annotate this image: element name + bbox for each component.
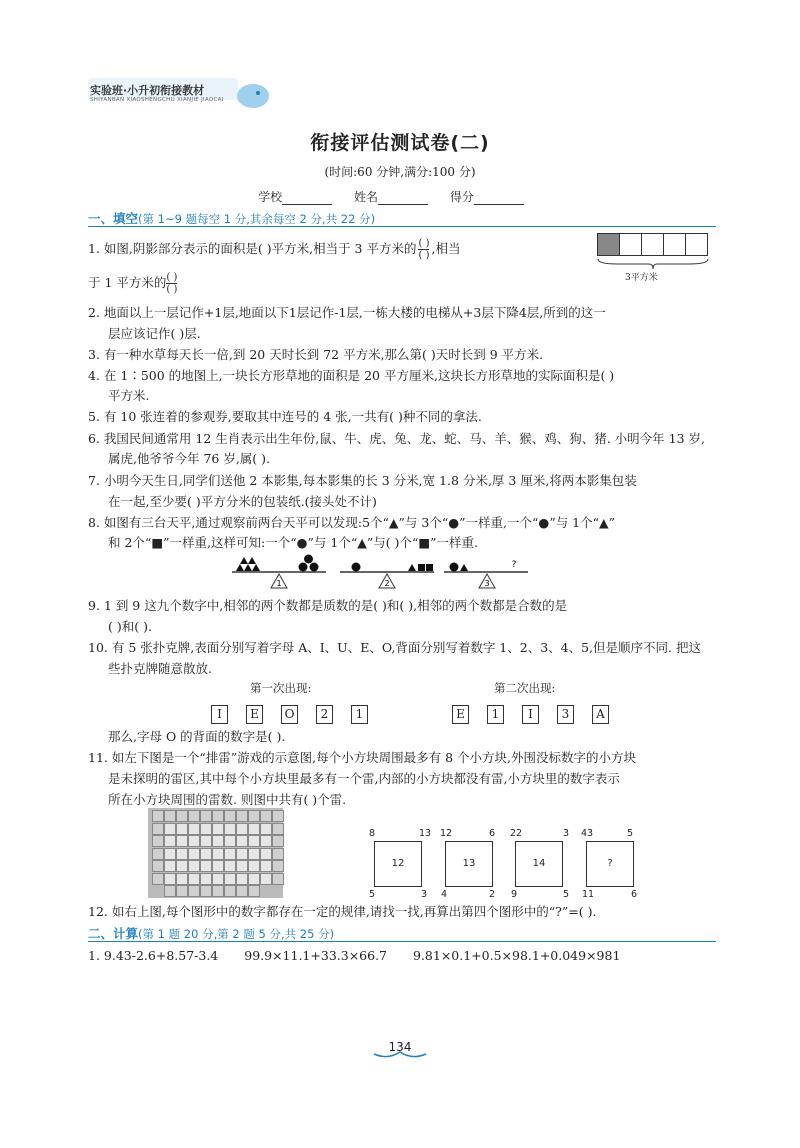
mine-grid-cell: [260, 848, 272, 860]
mine-grid-cell: [164, 835, 176, 847]
mine-grid-cell: [260, 810, 272, 822]
question-6-line-1: 6. 我国民间通常用 12 生肖表示出生年份,鼠、牛、虎、兔、龙、蛇、马、羊、猴、鸡、狗、猪. 小明今年 13 岁,: [88, 431, 706, 446]
q10-second-cards: [452, 703, 627, 724]
mine-grid-cell: [164, 810, 176, 822]
mine-grid-cell: [164, 860, 176, 872]
mine-grid-cell: [164, 885, 176, 897]
q10-first-cards: [211, 703, 386, 724]
name-blank[interactable]: [378, 192, 428, 205]
question-11-line-1: 11. 如左下图是一个“排雷”游戏的示意图,每个小方块周围最多有 8 个小方块,外围没标数字的小方块: [88, 750, 636, 765]
mine-grid-cell: [224, 823, 236, 835]
question-10-question: 那么,字母 O 的背面的数字是( ).: [108, 729, 286, 744]
mine-grid-cell: [248, 848, 260, 860]
card: 1: [351, 705, 368, 724]
mine-grid-cell: [200, 835, 212, 847]
mine-grid-cell: [236, 835, 248, 847]
mine-grid-cell: [212, 848, 224, 860]
page-number: 134: [388, 1040, 412, 1054]
scale-2-label: 2: [384, 579, 390, 588]
mine-grid-cell: [212, 823, 224, 835]
mine-grid-cell: [176, 835, 188, 847]
mine-grid-cell: [212, 835, 224, 847]
mine-grid-cell: [272, 835, 284, 847]
card: 1: [487, 705, 504, 724]
card: O: [281, 705, 298, 724]
q1-frac2-den: ( ): [166, 284, 178, 295]
section-1-heading: [88, 209, 375, 227]
card: A: [592, 705, 609, 724]
question-5: 5. 有 10 张连着的参观券,要取其中连号的 4 张,一共有( )种不同的拿法.: [88, 409, 482, 424]
mine-grid-cell: [260, 835, 272, 847]
number-puzzle-figures: [365, 828, 655, 900]
puzzle-4-square: ?: [586, 841, 634, 887]
mine-grid-cell: [236, 823, 248, 835]
puzzle-1-bottom-right: 3: [421, 889, 428, 900]
mine-grid-cell: [224, 848, 236, 860]
empty-cell: [685, 233, 708, 256]
mine-grid-cell: [260, 860, 272, 872]
question-11-line-2: 是未探明的雷区,其中每个小方块里最多有一个雷,内部的小方块都没有雷,小方块里的数字表示: [108, 771, 620, 786]
question-9-line-2: ( )和( ).: [108, 619, 152, 634]
section-1-divider: [88, 226, 716, 227]
puzzle-3-square: 14: [515, 841, 563, 887]
empty-cell: [619, 233, 642, 256]
question-10-line-2: 些扑克牌随意散放.: [108, 661, 212, 676]
mine-grid-cell: [272, 848, 284, 860]
question-2-line-2: 层应该记作( )层.: [108, 326, 201, 341]
puzzle-1-square: 12: [374, 841, 422, 887]
mine-grid-cell: [188, 810, 200, 822]
mine-grid-cell: [188, 873, 200, 885]
q1-brace: [597, 258, 709, 270]
balance-scale-1: [232, 555, 326, 589]
q1-frac-den: ( ): [418, 250, 430, 261]
student-info-fields: [0, 188, 800, 205]
question-12: 12. 如右上图,每个图形中的数字都存在一定的规律,请找一找,再算出第四个图形中的“?”=( ).: [88, 904, 597, 919]
mine-grid-cell: [164, 873, 176, 885]
mine-grid-cell: [224, 885, 236, 897]
scale-1-label: 1: [276, 579, 282, 588]
question-7-line-1: 7. 小明今天生日,同学们送他 2 本影集,每本影集的长 3 分米,宽 1.8 分米,厚 3 厘米,将两本影集包装: [88, 473, 637, 488]
mine-grid-cell: [200, 848, 212, 860]
scale-3-label: 3: [484, 579, 490, 588]
mine-grid-cell: [152, 810, 164, 822]
section-1-note: (第 1~9 题每空 1 分,其余每空 2 分,共 22 分): [138, 212, 376, 226]
mine-grid-cell: [176, 810, 188, 822]
mine-grid-cell: [272, 873, 284, 885]
mine-grid-cell: [212, 873, 224, 885]
mine-grid-cell: [188, 885, 200, 897]
mine-grid-cell: [176, 848, 188, 860]
mine-grid-cell: [152, 823, 164, 835]
section-1-label: 一、填空: [88, 211, 139, 226]
question-2-line-1: 2. 地面以上一层记作+1层,地面以下1层记作-1层,一栋大楼的电梯从+3层下降4层,所到的这一: [88, 305, 606, 320]
section-2-note: (第 1 题 20 分,第 2 题 5 分,共 25 分): [138, 927, 335, 941]
puzzle-2-top-left: 12: [440, 828, 453, 839]
score-label: 得分: [449, 190, 474, 204]
mine-grid-cell: [176, 873, 188, 885]
card: 3: [557, 705, 574, 724]
score-blank[interactable]: [474, 192, 524, 205]
question-4-line-1: 4. 在 1∶500 的地图上,一块长方形草地的面积是 20 平方厘米,这块长方形草地的实际面积是( ): [88, 368, 615, 383]
card: E: [452, 705, 469, 724]
puzzle-4-bottom-right: 6: [631, 889, 638, 900]
puzzle-3-bottom-right: 5: [563, 889, 570, 900]
mine-grid-cell: [200, 873, 212, 885]
puzzle-3-top-right: 3: [563, 828, 570, 839]
puzzle-4-top-left: 43: [581, 828, 594, 839]
mine-grid-cell: [260, 873, 272, 885]
name-label: 姓名: [353, 190, 378, 204]
mine-grid-cell: [188, 835, 200, 847]
calculation-1: [88, 946, 698, 965]
puzzle-3-bottom-left: 9: [511, 889, 518, 900]
puzzle-4-bottom-left: 11: [582, 889, 595, 900]
mine-grid-cell: [176, 823, 188, 835]
mine-grid-cell: [236, 848, 248, 860]
mine-grid-cell: [272, 860, 284, 872]
page-title: 衔接评估测试卷(二): [310, 132, 490, 154]
question-9-line-1: 9. 1 到 9 这九个数字中,相邻的两个数都是质数的是( )和( ),相邻的两个数都是合数的是: [88, 598, 568, 613]
q1-tail: ,相当: [431, 241, 461, 256]
puzzle-1-top-left: 8: [369, 828, 376, 839]
mine-grid-cell: [152, 835, 164, 847]
mine-grid-cell: [188, 860, 200, 872]
puzzle-2-square: 13: [445, 841, 493, 887]
question-3: 3. 有一种水草每天长一倍,到 20 天时长到 72 平方米,那么第( )天时长到 9 平方米.: [88, 347, 544, 362]
mine-grid-cell: [164, 823, 176, 835]
question-8-line-1: 8. 如图有三台天平,通过观察前两台天平可以发现:5个“▲”与 3个“●”一样重,一个“●”与 1个“▲”: [88, 515, 616, 530]
mine-grid-cell: [200, 860, 212, 872]
mine-grid-cell: [176, 885, 188, 897]
q1-text: 1. 如图,阴影部分表示的面积是( )平方米,相当于 3 平方米的: [88, 241, 417, 256]
calc-expression-1: 9.43-2.6+8.57-3.4: [103, 948, 219, 963]
mine-grid-cell: [260, 823, 272, 835]
question-1-line-2: [88, 272, 698, 295]
mine-grid-cell: [224, 873, 236, 885]
q1-figure-label: 3平方米: [625, 273, 658, 283]
mine-grid-cell: [212, 885, 224, 897]
mine-grid-cell: [224, 835, 236, 847]
puzzle-2-bottom-left: 4: [441, 889, 448, 900]
puzzle-1-top-right: 13: [419, 828, 432, 839]
mine-grid-cell: [152, 860, 164, 872]
mine-grid-cell: [176, 860, 188, 872]
q1-fraction-1: [418, 238, 429, 261]
puzzle-2-top-right: 6: [489, 828, 496, 839]
mine-grid-cell: [248, 860, 260, 872]
mine-grid-cell: [236, 810, 248, 822]
mine-grid-cell: [152, 848, 164, 860]
mine-grid-cell: [152, 873, 164, 885]
card: I: [211, 705, 228, 724]
card: E: [246, 705, 263, 724]
mine-grid-cell: [200, 885, 212, 897]
q1-text-2: 于 1 平方米的: [88, 275, 167, 290]
mine-grid-cell: [212, 810, 224, 822]
puzzle-4-top-right: 5: [627, 828, 634, 839]
mine-grid-cell: [200, 810, 212, 822]
balance-scale-3: [444, 560, 528, 588]
mine-grid-cell: [248, 835, 260, 847]
section-2-label: 二、计算: [88, 926, 139, 941]
school-blank[interactable]: [282, 192, 332, 205]
mine-grid-cell: [164, 848, 176, 860]
question-6-line-2: 属虎,他爷爷今年 76 岁,属( ).: [108, 451, 270, 466]
mine-grid-cell: [236, 873, 248, 885]
question-11-line-3: 所在小方块周围的雷数. 则图中共有( )个雷.: [108, 792, 347, 807]
balance-scale-2: [340, 563, 434, 589]
question-10-line-1: 10. 有 5 张扑克牌,表面分别写着字母 A、I、U、E、O,背面分别写着数字 1、2、3、4、5,但是顺序不同. 把这: [88, 640, 701, 655]
mine-grid-cell: [224, 860, 236, 872]
section-2-divider: [88, 941, 716, 942]
shaded-cell: [597, 233, 620, 256]
mine-grid-cell: [236, 885, 248, 897]
mine-grid-cell: [200, 823, 212, 835]
puzzle-1-bottom-left: 5: [369, 889, 376, 900]
mine-grid-cell: [248, 873, 260, 885]
calc-prefix: 1.: [88, 948, 100, 963]
mine-grid-cell: [248, 823, 260, 835]
q1-frac-num: ( ): [418, 238, 430, 249]
q1-fraction-2: [166, 272, 177, 295]
calc-expression-3: 9.81×0.1+0.5×98.1+0.049×981: [412, 948, 621, 963]
page-subtitle: (时间:60 分钟,满分:100 分): [324, 165, 476, 179]
logo-subtitle: SHIYANBAN XIAOSHENGCHU XIANJIE JIAOCAI: [90, 97, 224, 103]
section-2-heading: [88, 924, 334, 942]
question-8-line-2: 和 2个“■”一样重,这样可知:一个“●”与 1个“▲”与( )个“■”一样重.: [108, 535, 479, 550]
q8-balance-scales: [230, 552, 530, 592]
question-7-line-2: 在一起,至少要( )平方分米的包装纸.(接头处不计): [108, 494, 377, 509]
calc-expression-2: 99.9×11.1+33.3×66.7: [244, 948, 387, 963]
logo-title: 实验班·小升初衔接教材: [90, 84, 205, 97]
mine-grid-cell: [272, 810, 284, 822]
puzzle-2-bottom-right: 2: [489, 889, 496, 900]
scale-3-unknown: ?: [511, 560, 517, 570]
q10-first-label: 第一次出现:: [250, 681, 312, 695]
mine-grid-cell: [236, 860, 248, 872]
question-4-line-2: 平方米.: [108, 388, 150, 403]
mine-grid-cell: [248, 810, 260, 822]
mine-grid-cell: [272, 823, 284, 835]
mine-grid-cell: [188, 823, 200, 835]
mine-grid-cell: [188, 848, 200, 860]
mine-grid-cell: [212, 860, 224, 872]
empty-cell: [641, 233, 664, 256]
minesweeper-grid: [148, 808, 283, 898]
q1-frac2-num: ( ): [166, 272, 178, 283]
puzzle-3-top-left: 22: [510, 828, 523, 839]
empty-cell: [663, 233, 686, 256]
mine-grid-cell: [248, 885, 260, 897]
mine-grid-cell: [224, 810, 236, 822]
school-label: 学校: [258, 190, 283, 204]
card: 2: [316, 705, 333, 724]
card: I: [522, 705, 539, 724]
q10-second-label: 第二次出现:: [494, 681, 556, 695]
